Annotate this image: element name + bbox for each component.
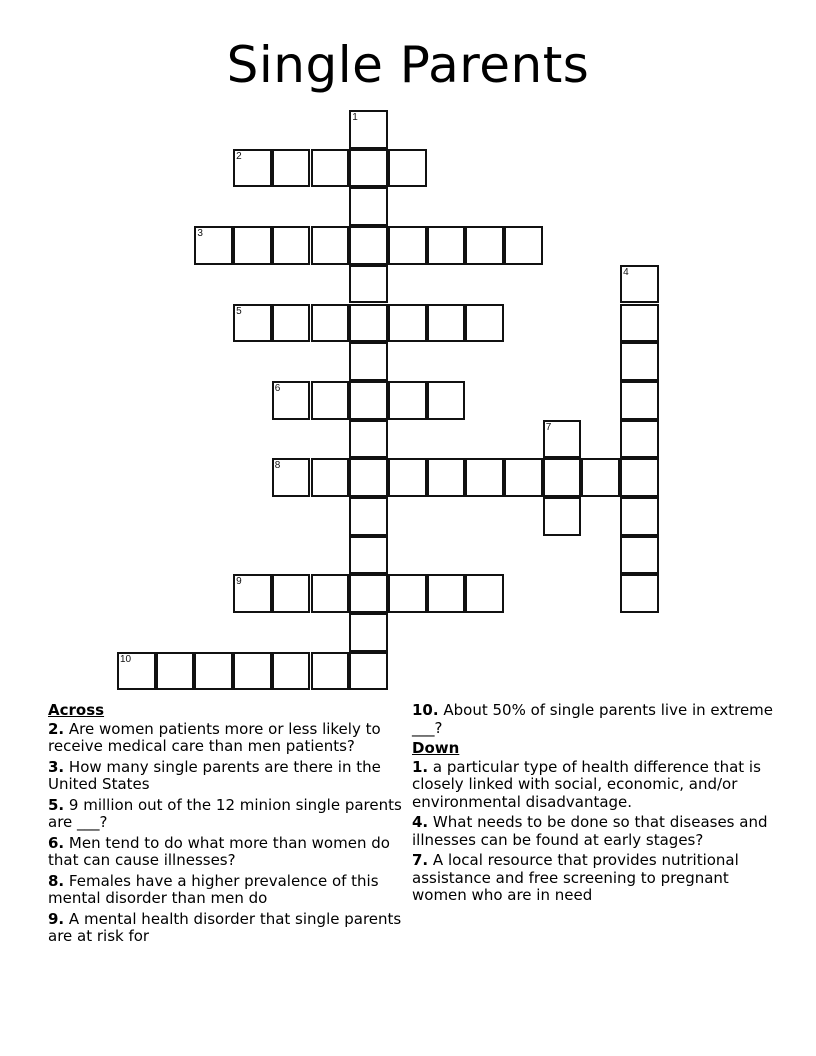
crossword-cell[interactable] [427, 304, 466, 343]
clue-across-2 [48, 721, 408, 756]
crossword-cell[interactable] [504, 458, 543, 497]
clue-across-3 [48, 759, 408, 794]
clues-column-right [412, 702, 782, 908]
crossword-cell[interactable] [620, 497, 659, 536]
crossword-cell[interactable] [349, 420, 388, 459]
page-title: Single Parents [226, 36, 590, 94]
clue-text: What needs to be done so that diseases and illnesses can be found at early stages? [412, 813, 768, 849]
crossword-cell[interactable] [427, 381, 466, 420]
crossword-cell[interactable] [349, 381, 388, 420]
crossword-cell[interactable] [620, 574, 659, 613]
clue-number: 1. [412, 757, 429, 776]
crossword-cell[interactable] [233, 652, 272, 691]
crossword-cell[interactable] [156, 652, 195, 691]
crossword-cell[interactable] [349, 110, 388, 149]
crossword-cell[interactable] [272, 304, 311, 343]
crossword-cell[interactable] [194, 652, 233, 691]
crossword-cell[interactable] [311, 574, 350, 613]
crossword-cell[interactable] [233, 574, 272, 613]
clue-number-label: 3 [197, 228, 203, 240]
crossword-cell[interactable] [543, 420, 582, 459]
clue-text: a particular type of health difference that is closely linked with social, economic, and/or environmental disadvantage. [412, 757, 761, 811]
clue-number: 5. [48, 795, 65, 814]
crossword-cell[interactable] [233, 149, 272, 188]
clue-across-9 [48, 911, 408, 946]
clue-text: Men tend to do what more than women do that can cause illnesses? [48, 833, 390, 869]
clue-text: 9 million out of the 12 minion single parents are ___? [48, 795, 402, 831]
clue-number-label: 6 [274, 382, 281, 394]
crossword-cell[interactable] [272, 226, 311, 265]
crossword-cell[interactable] [388, 574, 427, 613]
crossword-cell[interactable] [349, 149, 388, 188]
clue-number-label: 2 [236, 150, 242, 162]
crossword-cell[interactable] [311, 458, 350, 497]
crossword-cell[interactable] [272, 458, 311, 497]
clue-number: 9. [48, 909, 65, 928]
crossword-cell[interactable] [349, 536, 388, 575]
crossword-cell[interactable] [194, 226, 233, 265]
clue-number-label: 7 [545, 421, 552, 433]
crossword-cell[interactable] [311, 304, 350, 343]
crossword-cell[interactable] [543, 458, 582, 497]
crossword-cell[interactable] [620, 304, 659, 343]
clues-column-left [48, 702, 408, 949]
clue-text: About 50% of single parents live in extreme ___? [412, 701, 774, 737]
crossword-cell[interactable] [620, 265, 659, 304]
clue-number: 8. [48, 871, 65, 890]
crossword-cell[interactable] [388, 304, 427, 343]
crossword-cell[interactable] [272, 381, 311, 420]
clue-text: A mental health disorder that single parents are at risk for [48, 909, 402, 945]
clue-number: 3. [48, 757, 65, 776]
crossword-cell[interactable] [311, 226, 350, 265]
crossword-cell[interactable] [272, 652, 311, 691]
crossword-cell[interactable] [465, 574, 504, 613]
crossword-cell[interactable] [427, 574, 466, 613]
clue-text: How many single parents are there in the United States [48, 757, 381, 793]
down-heading: Down [412, 739, 460, 757]
clue-number-label: 5 [236, 305, 242, 317]
clue-down-7 [412, 852, 782, 905]
clue-number-label: 1 [352, 112, 358, 123]
crossword-cell[interactable] [272, 149, 311, 188]
crossword-cell[interactable] [427, 458, 466, 497]
crossword-cell[interactable] [311, 381, 350, 420]
crossword-cell[interactable] [465, 226, 504, 265]
crossword-cell[interactable] [388, 458, 427, 497]
clue-down-4 [412, 814, 782, 849]
clue-number-label: 4 [623, 266, 629, 278]
clue-across-8 [48, 873, 408, 908]
clue-number: 7. [412, 851, 429, 869]
clue-number: 6. [48, 833, 65, 852]
crossword-cell[interactable] [233, 226, 272, 265]
crossword-cell[interactable] [388, 226, 427, 265]
crossword-cell[interactable] [349, 574, 388, 613]
crossword-cell[interactable] [465, 304, 504, 343]
crossword-cell[interactable] [311, 652, 350, 691]
crossword-cell[interactable] [349, 613, 388, 652]
crossword-cell[interactable] [388, 149, 427, 188]
clue-number: 2. [48, 719, 65, 738]
crossword-cell[interactable] [349, 265, 388, 304]
clue-text: Are women patients more or less likely to receive medical care than men patients? [48, 719, 381, 755]
clue-down-1 [412, 759, 782, 812]
clue-number-label: 9 [236, 576, 242, 588]
crossword-cell[interactable] [504, 226, 543, 265]
crossword-cell[interactable] [620, 458, 659, 497]
crossword-cell[interactable] [349, 226, 388, 265]
crossword-cell[interactable] [272, 574, 311, 613]
crossword-cell[interactable] [349, 187, 388, 226]
crossword-cell[interactable] [465, 458, 504, 497]
clue-number-label: 8 [274, 460, 281, 472]
crossword-cell[interactable] [349, 304, 388, 343]
crossword-cell[interactable] [117, 652, 156, 691]
crossword-cell[interactable] [620, 420, 659, 459]
crossword-cell[interactable] [311, 149, 350, 188]
crossword-cell[interactable] [349, 652, 388, 691]
crossword-cell[interactable] [581, 458, 620, 497]
crossword-cell[interactable] [233, 304, 272, 343]
clue-number-label: 10 [120, 653, 132, 665]
crossword-cell[interactable] [543, 497, 582, 536]
crossword-cell[interactable] [349, 342, 388, 381]
clue-across-6 [48, 835, 408, 870]
clue-number: 10. [412, 701, 439, 719]
crossword-cell[interactable] [349, 497, 388, 536]
clue-number: 4. [412, 813, 429, 831]
crossword-cell[interactable] [620, 536, 659, 575]
clue-text: Females have a higher prevalence of this mental disorder than men do [48, 871, 379, 907]
crossword-cell[interactable] [620, 381, 659, 420]
clue-text: A local resource that provides nutritional assistance and free screening to pregnant women who are in need [412, 851, 739, 904]
crossword-cell[interactable] [620, 342, 659, 381]
clue-across-10 [412, 702, 782, 737]
crossword-cell[interactable] [349, 458, 388, 497]
across-heading: Across [48, 701, 105, 719]
crossword-cell[interactable] [388, 381, 427, 420]
clue-across-5 [48, 797, 408, 832]
crossword-cell[interactable] [427, 226, 466, 265]
